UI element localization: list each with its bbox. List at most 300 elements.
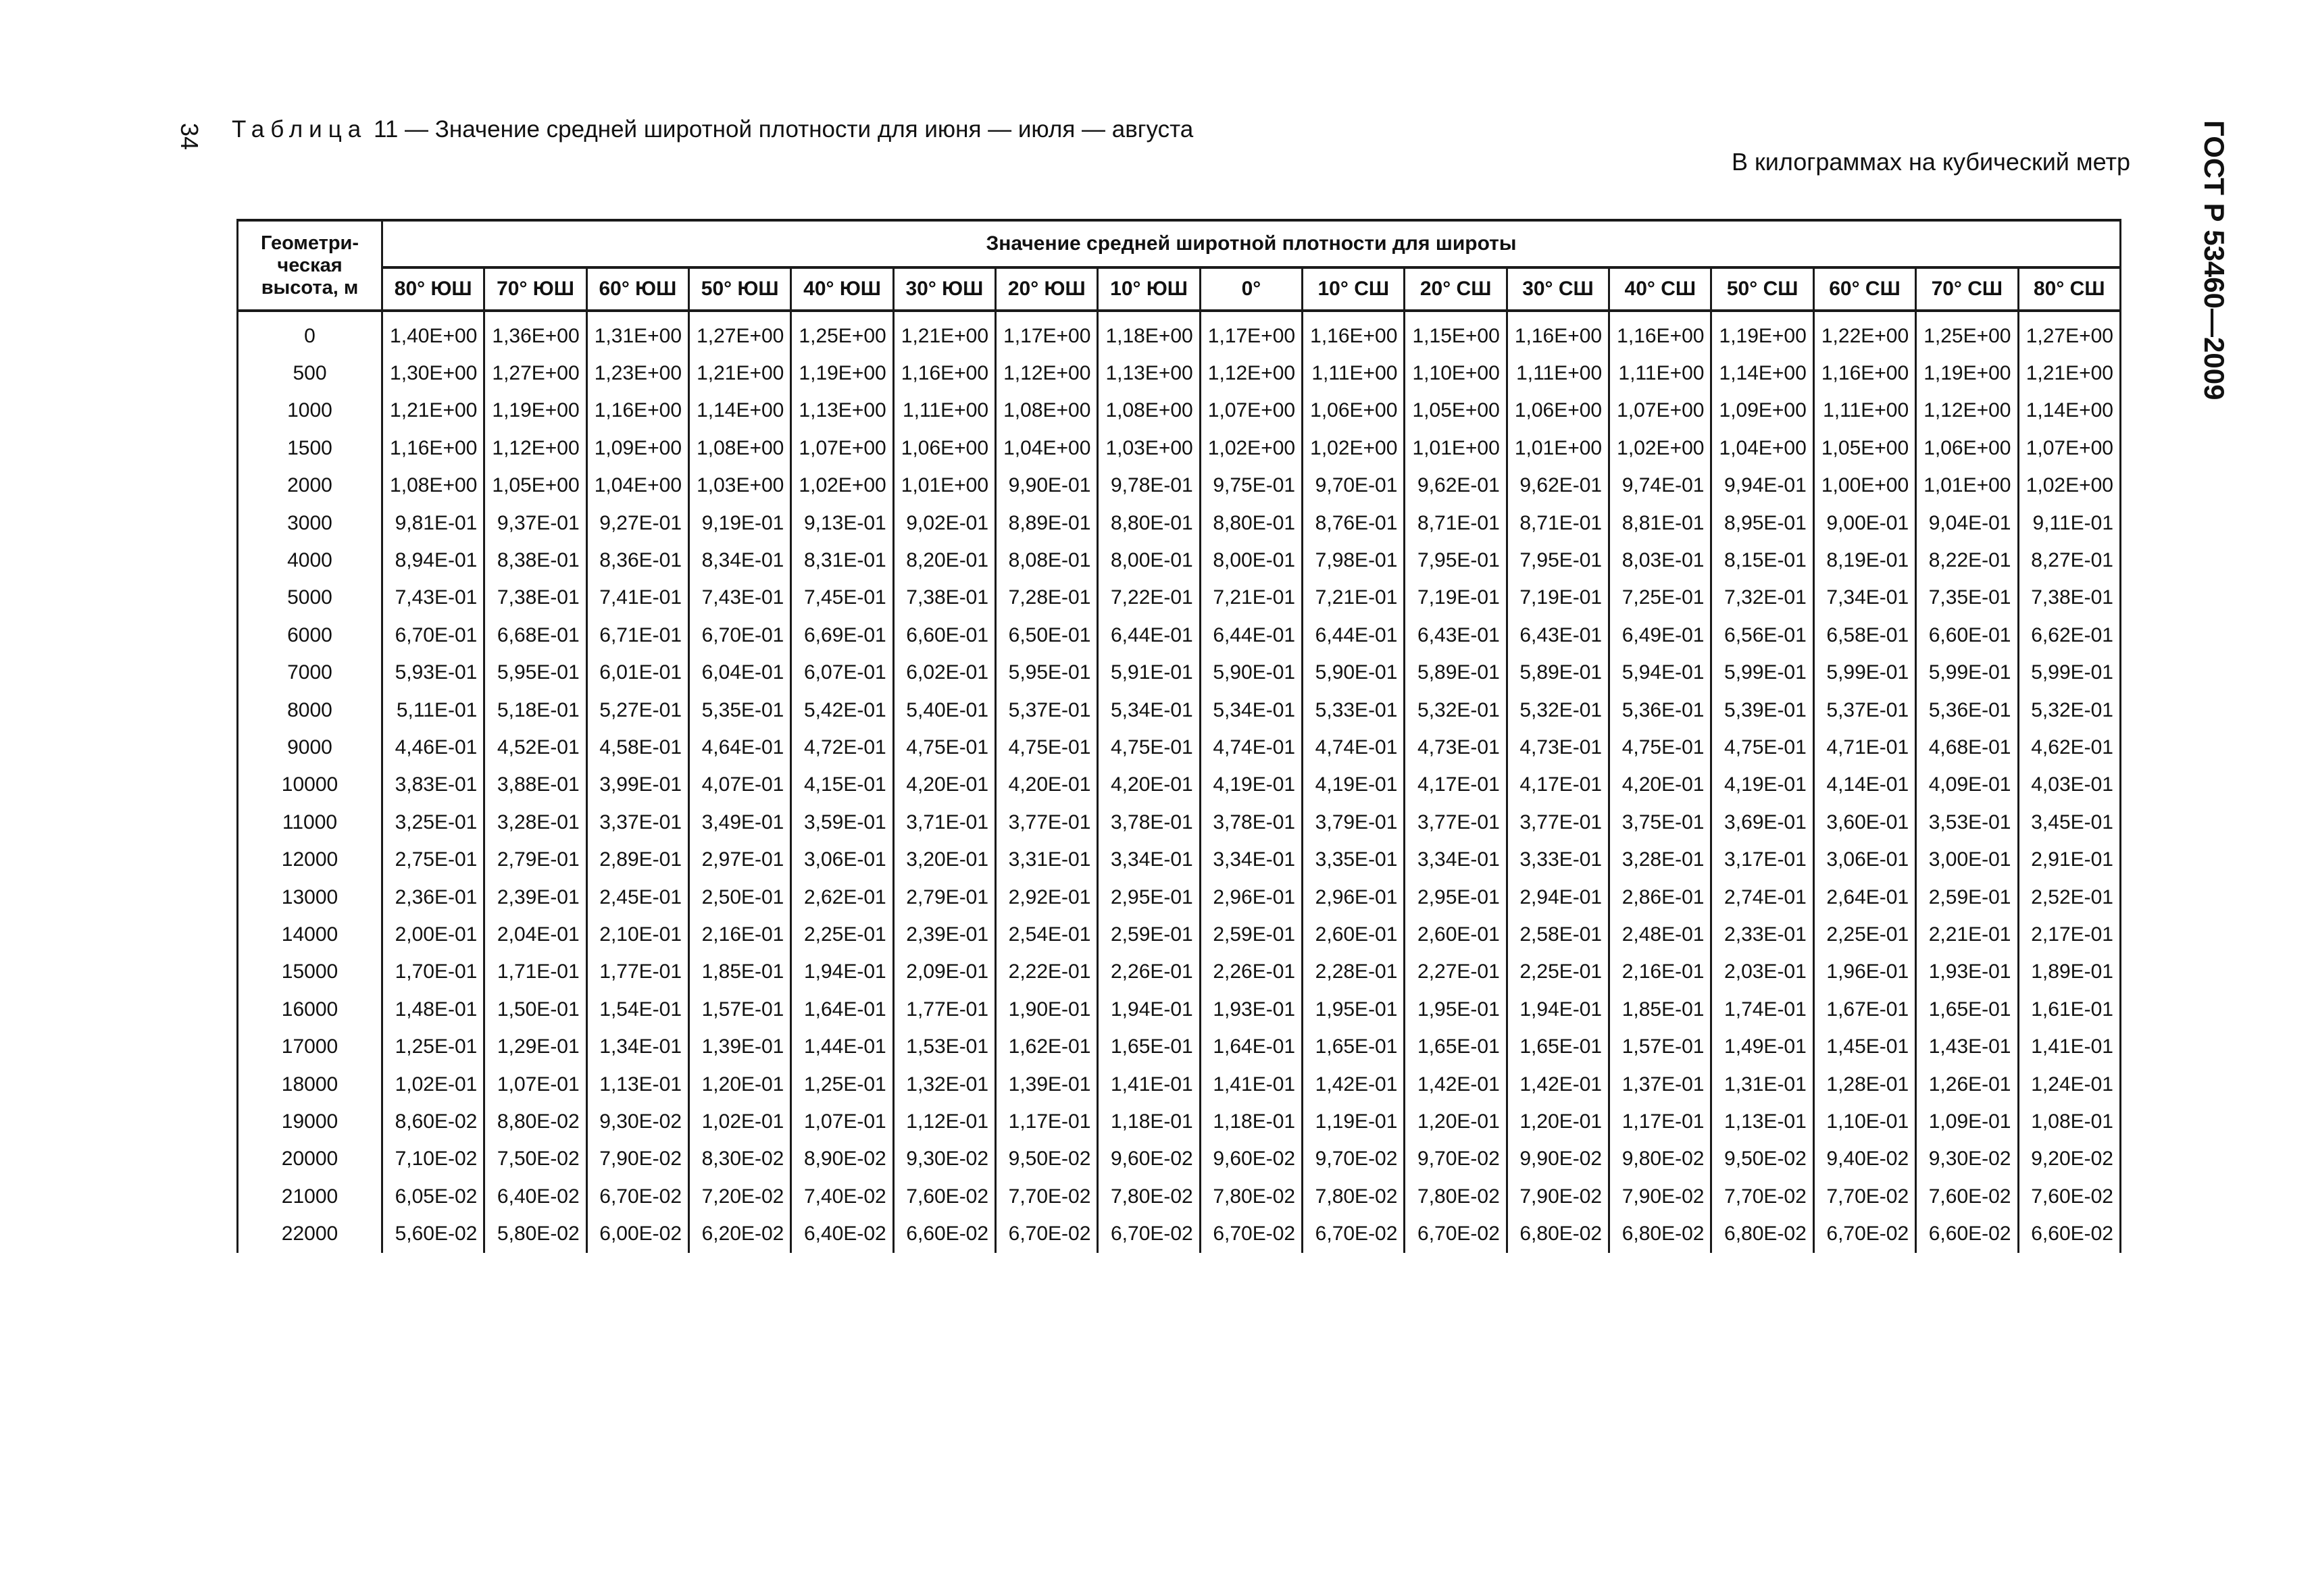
altitude-cell: 18000	[238, 1066, 382, 1103]
table-row	[238, 692, 2121, 729]
density-value-cell: 1,15E+00	[1405, 311, 1507, 355]
density-value-cell: 5,36E-01	[1609, 692, 1711, 729]
density-value-cell: 7,38E-01	[893, 580, 995, 617]
density-value-cell: 8,80E-01	[1098, 505, 1200, 542]
table-row	[238, 580, 2121, 617]
latitude-header-cell: 40° ЮШ	[791, 267, 893, 311]
density-value-cell: 1,02E-01	[382, 1066, 484, 1103]
density-value-cell: 2,96E-01	[1200, 879, 1302, 916]
density-value-cell: 3,69E-01	[1711, 804, 1813, 841]
density-value-cell: 5,34E-01	[1098, 692, 1200, 729]
density-value-cell: 4,73E-01	[1405, 729, 1507, 766]
density-value-cell: 1,17E-01	[1609, 1103, 1711, 1140]
density-value-cell: 6,01E-01	[586, 654, 688, 692]
density-value-cell: 9,04E-01	[1916, 505, 2018, 542]
density-value-cell: 6,69E-01	[791, 617, 893, 654]
density-value-cell: 4,71E-01	[1813, 729, 1915, 766]
density-value-cell: 4,46E-01	[382, 729, 484, 766]
density-value-cell: 1,49E-01	[1711, 1028, 1813, 1065]
altitude-cell: 0	[238, 311, 382, 355]
density-value-cell: 7,34E-01	[1813, 580, 1915, 617]
density-value-cell: 7,35E-01	[1916, 580, 2018, 617]
altitude-cell: 4000	[238, 542, 382, 579]
density-value-cell: 6,44E-01	[1303, 617, 1405, 654]
density-value-cell: 1,25E-01	[382, 1028, 484, 1065]
table-row	[238, 467, 2121, 505]
density-value-cell: 3,34E-01	[1098, 841, 1200, 878]
density-value-cell: 1,16E+00	[893, 355, 995, 392]
density-value-cell: 2,21E-01	[1916, 916, 2018, 953]
density-value-cell: 8,89E-01	[996, 505, 1098, 542]
density-value-cell: 5,33E-01	[1303, 692, 1405, 729]
density-value-cell: 6,60E-01	[893, 617, 995, 654]
density-value-cell: 8,95E-01	[1711, 505, 1813, 542]
density-value-cell: 6,70E-02	[1813, 1215, 1915, 1252]
density-value-cell: 7,19E-01	[1405, 580, 1507, 617]
density-value-cell: 3,06E-01	[791, 841, 893, 878]
density-value-cell: 1,14E+00	[689, 392, 791, 430]
density-value-cell: 9,13E-01	[791, 505, 893, 542]
density-value-cell: 6,71E-01	[586, 617, 688, 654]
altitude-cell: 1000	[238, 392, 382, 430]
density-value-cell: 7,70E-02	[1711, 1178, 1813, 1215]
latitude-header-cell: 20° ЮШ	[996, 267, 1098, 311]
table-row	[238, 1178, 2121, 1215]
density-value-cell: 7,60E-02	[893, 1178, 995, 1215]
density-value-cell: 8,31E-01	[791, 542, 893, 579]
density-value-cell: 2,04E-01	[484, 916, 586, 953]
density-value-cell: 2,48E-01	[1609, 916, 1711, 953]
altitude-cell: 13000	[238, 879, 382, 916]
density-value-cell: 9,30E-02	[586, 1103, 688, 1140]
density-value-cell: 5,93E-01	[382, 654, 484, 692]
density-value-cell: 1,39E-01	[996, 1066, 1098, 1103]
density-value-cell: 1,21E+00	[2018, 355, 2121, 392]
density-value-cell: 1,48E-01	[382, 991, 484, 1028]
density-value-cell: 6,40E-02	[791, 1215, 893, 1252]
density-value-cell: 1,57E-01	[689, 991, 791, 1028]
density-value-cell: 1,31E+00	[586, 311, 688, 355]
density-value-cell: 5,80E-02	[484, 1215, 586, 1252]
density-value-cell: 1,25E+00	[791, 311, 893, 355]
density-value-cell: 1,71E-01	[484, 954, 586, 991]
density-value-cell: 2,16E-01	[689, 916, 791, 953]
density-value-cell: 5,39E-01	[1711, 692, 1813, 729]
density-value-cell: 1,25E-01	[791, 1066, 893, 1103]
density-value-cell: 1,42E-01	[1507, 1066, 1609, 1103]
table-row	[238, 392, 2121, 430]
density-value-cell: 4,75E-01	[1711, 729, 1813, 766]
altitude-cell: 15000	[238, 954, 382, 991]
density-value-cell: 1,16E+00	[1303, 311, 1405, 355]
density-value-cell: 1,14E+00	[2018, 392, 2121, 430]
density-value-cell: 5,91E-01	[1098, 654, 1200, 692]
density-value-cell: 1,21E+00	[382, 392, 484, 430]
density-value-cell: 1,13E+00	[791, 392, 893, 430]
density-value-cell: 8,00E-01	[1200, 542, 1302, 579]
density-value-cell: 9,20E-02	[2018, 1141, 2121, 1178]
density-value-cell: 8,71E-01	[1507, 505, 1609, 542]
density-value-cell: 1,19E+00	[1916, 355, 2018, 392]
density-value-cell: 2,10E-01	[586, 916, 688, 953]
density-value-cell: 1,06E+00	[893, 430, 995, 467]
density-value-cell: 1,13E+00	[1098, 355, 1200, 392]
density-value-cell: 4,19E-01	[1303, 767, 1405, 804]
density-value-cell: 1,94E-01	[1098, 991, 1200, 1028]
table-row	[238, 430, 2121, 467]
latitude-header-cell: 40° СШ	[1609, 267, 1711, 311]
density-value-cell: 6,62E-01	[2018, 617, 2121, 654]
table-row	[238, 804, 2121, 841]
density-value-cell: 1,65E-01	[1098, 1028, 1200, 1065]
density-value-cell: 1,67E-01	[1813, 991, 1915, 1028]
density-value-cell: 1,13E-01	[586, 1066, 688, 1103]
density-value-cell: 1,94E-01	[791, 954, 893, 991]
density-value-cell: 6,60E-01	[1916, 617, 2018, 654]
density-value-cell: 1,01E+00	[1916, 467, 2018, 505]
density-value-cell: 8,71E-01	[1405, 505, 1507, 542]
density-value-cell: 3,83E-01	[382, 767, 484, 804]
density-value-cell: 4,17E-01	[1507, 767, 1609, 804]
density-value-cell: 5,11E-01	[382, 692, 484, 729]
density-value-cell: 4,09E-01	[1916, 767, 2018, 804]
density-value-cell: 9,60E-02	[1098, 1141, 1200, 1178]
density-value-cell: 8,36E-01	[586, 542, 688, 579]
density-value-cell: 1,93E-01	[1916, 954, 2018, 991]
table-caption	[232, 116, 1193, 143]
density-value-cell: 1,94E-01	[1507, 991, 1609, 1028]
density-value-cell: 2,59E-01	[1200, 916, 1302, 953]
density-value-cell: 3,28E-01	[1609, 841, 1711, 878]
density-value-cell: 7,32E-01	[1711, 580, 1813, 617]
density-value-cell: 2,54E-01	[996, 916, 1098, 953]
density-value-cell: 2,74E-01	[1711, 879, 1813, 916]
density-value-cell: 8,30E-02	[689, 1141, 791, 1178]
density-value-cell: 6,70E-01	[689, 617, 791, 654]
density-value-cell: 1,41E-01	[1200, 1066, 1302, 1103]
density-value-cell: 1,10E-01	[1813, 1103, 1915, 1140]
density-value-cell: 4,20E-01	[893, 767, 995, 804]
latitude-header-cell: 0°	[1200, 267, 1302, 311]
density-value-cell: 1,57E-01	[1609, 1028, 1711, 1065]
density-value-cell: 2,92E-01	[996, 879, 1098, 916]
density-value-cell: 9,50E-02	[996, 1141, 1098, 1178]
density-value-cell: 6,02E-01	[893, 654, 995, 692]
density-value-cell: 3,71E-01	[893, 804, 995, 841]
density-value-cell: 1,12E-01	[893, 1103, 995, 1140]
density-value-cell: 5,60E-02	[382, 1215, 484, 1252]
density-value-cell: 6,05E-02	[382, 1178, 484, 1215]
density-value-cell: 1,16E+00	[1609, 311, 1711, 355]
density-value-cell: 6,70E-02	[996, 1215, 1098, 1252]
altitude-cell: 8000	[238, 692, 382, 729]
density-value-cell: 1,14E+00	[1711, 355, 1813, 392]
density-value-cell: 9,70E-02	[1405, 1141, 1507, 1178]
density-value-cell: 7,90E-02	[586, 1141, 688, 1178]
table-header	[238, 220, 2121, 311]
table-row	[238, 311, 2121, 355]
density-value-cell: 7,43E-01	[689, 580, 791, 617]
density-value-cell: 6,49E-01	[1609, 617, 1711, 654]
header-row-latitudes	[238, 267, 2121, 311]
density-value-cell: 1,25E+00	[1916, 311, 2018, 355]
density-value-cell: 5,42E-01	[791, 692, 893, 729]
density-value-cell: 1,18E+00	[1098, 311, 1200, 355]
density-value-cell: 5,18E-01	[484, 692, 586, 729]
table-row	[238, 1066, 2121, 1103]
density-value-cell: 1,01E+00	[1405, 430, 1507, 467]
density-value-cell: 7,19E-01	[1507, 580, 1609, 617]
density-value-cell: 1,42E-01	[1405, 1066, 1507, 1103]
density-value-cell: 2,36E-01	[382, 879, 484, 916]
density-value-cell: 2,91E-01	[2018, 841, 2121, 878]
latitude-group-header: Значение средней широтной плотности для широты	[382, 220, 2121, 267]
density-value-cell: 1,34E-01	[586, 1028, 688, 1065]
density-value-cell: 2,95E-01	[1405, 879, 1507, 916]
altitude-cell: 5000	[238, 580, 382, 617]
latitude-header-cell: 70° СШ	[1916, 267, 2018, 311]
density-value-cell: 1,44E-01	[791, 1028, 893, 1065]
density-value-cell: 9,40E-02	[1813, 1141, 1915, 1178]
density-value-cell: 5,89E-01	[1507, 654, 1609, 692]
density-value-cell: 6,43E-01	[1507, 617, 1609, 654]
density-value-cell: 1,05E+00	[1405, 392, 1507, 430]
density-value-cell: 2,33E-01	[1711, 916, 1813, 953]
density-value-cell: 5,32E-01	[1507, 692, 1609, 729]
density-value-cell: 2,28E-01	[1303, 954, 1405, 991]
density-value-cell: 2,45E-01	[586, 879, 688, 916]
density-value-cell: 1,65E-01	[1303, 1028, 1405, 1065]
density-value-cell: 2,59E-01	[1098, 916, 1200, 953]
density-value-cell: 6,40E-02	[484, 1178, 586, 1215]
density-value-cell: 1,13E-01	[1711, 1103, 1813, 1140]
density-value-cell: 3,59E-01	[791, 804, 893, 841]
density-value-cell: 1,08E+00	[382, 467, 484, 505]
density-value-cell: 4,19E-01	[1200, 767, 1302, 804]
table-row	[238, 767, 2121, 804]
density-value-cell: 2,39E-01	[893, 916, 995, 953]
density-value-cell: 7,45E-01	[791, 580, 893, 617]
density-value-cell: 6,07E-01	[791, 654, 893, 692]
density-value-cell: 8,38E-01	[484, 542, 586, 579]
density-value-cell: 7,21E-01	[1200, 580, 1302, 617]
density-value-cell: 1,93E-01	[1200, 991, 1302, 1028]
density-value-cell: 1,03E+00	[1098, 430, 1200, 467]
density-value-cell: 5,36E-01	[1916, 692, 2018, 729]
density-value-cell: 9,75E-01	[1200, 467, 1302, 505]
density-value-cell: 1,20E-01	[1507, 1103, 1609, 1140]
density-value-cell: 3,79E-01	[1303, 804, 1405, 841]
density-value-cell: 3,35E-01	[1303, 841, 1405, 878]
density-value-cell: 2,09E-01	[893, 954, 995, 991]
density-value-cell: 1,30E+00	[382, 355, 484, 392]
density-value-cell: 1,08E-01	[2018, 1103, 2121, 1140]
density-value-cell: 4,75E-01	[996, 729, 1098, 766]
density-value-cell: 7,90E-02	[1609, 1178, 1711, 1215]
density-value-cell: 1,41E-01	[2018, 1028, 2121, 1065]
density-value-cell: 7,80E-02	[1303, 1178, 1405, 1215]
density-value-cell: 4,74E-01	[1303, 729, 1405, 766]
density-value-cell: 5,32E-01	[2018, 692, 2121, 729]
density-value-cell: 7,21E-01	[1303, 580, 1405, 617]
density-value-cell: 1,36E+00	[484, 311, 586, 355]
table-row	[238, 654, 2121, 692]
density-value-cell: 1,06E+00	[1507, 392, 1609, 430]
density-value-cell: 2,58E-01	[1507, 916, 1609, 953]
density-value-cell: 1,07E+00	[791, 430, 893, 467]
density-value-cell: 3,99E-01	[586, 767, 688, 804]
density-value-cell: 7,38E-01	[484, 580, 586, 617]
density-value-cell: 7,98E-01	[1303, 542, 1405, 579]
density-value-cell: 7,10E-02	[382, 1141, 484, 1178]
density-value-cell: 5,37E-01	[996, 692, 1098, 729]
density-value-cell: 5,32E-01	[1405, 692, 1507, 729]
altitude-cell: 21000	[238, 1178, 382, 1215]
density-value-cell: 5,99E-01	[1813, 654, 1915, 692]
density-value-cell: 1,32E-01	[893, 1066, 995, 1103]
density-value-cell: 2,62E-01	[791, 879, 893, 916]
density-value-cell: 4,72E-01	[791, 729, 893, 766]
altitude-cell: 22000	[238, 1215, 382, 1252]
density-value-cell: 3,60E-01	[1813, 804, 1915, 841]
density-value-cell: 1,29E-01	[484, 1028, 586, 1065]
density-value-cell: 8,00E-01	[1098, 542, 1200, 579]
density-value-cell: 1,21E+00	[689, 355, 791, 392]
density-value-cell: 5,37E-01	[1813, 692, 1915, 729]
density-value-cell: 1,65E-01	[1507, 1028, 1609, 1065]
density-value-cell: 4,20E-01	[996, 767, 1098, 804]
density-value-cell: 5,27E-01	[586, 692, 688, 729]
density-value-cell: 2,25E-01	[1813, 916, 1915, 953]
density-value-cell: 6,70E-01	[382, 617, 484, 654]
density-value-cell: 2,25E-01	[1507, 954, 1609, 991]
density-value-cell: 9,78E-01	[1098, 467, 1200, 505]
density-value-cell: 1,74E-01	[1711, 991, 1813, 1028]
density-value-cell: 1,64E-01	[791, 991, 893, 1028]
density-value-cell: 6,00E-02	[586, 1215, 688, 1252]
density-value-cell: 3,45E-01	[2018, 804, 2121, 841]
density-value-cell: 1,16E+00	[1813, 355, 1915, 392]
density-value-cell: 1,00E+00	[1813, 467, 1915, 505]
density-value-cell: 7,41E-01	[586, 580, 688, 617]
density-value-cell: 2,26E-01	[1200, 954, 1302, 991]
density-value-cell: 1,12E+00	[484, 430, 586, 467]
density-value-cell: 9,90E-01	[996, 467, 1098, 505]
density-value-cell: 1,02E+00	[2018, 467, 2121, 505]
table-row	[238, 879, 2121, 916]
density-value-cell: 1,85E-01	[689, 954, 791, 991]
density-value-cell: 5,90E-01	[1200, 654, 1302, 692]
density-value-cell: 1,95E-01	[1303, 991, 1405, 1028]
altitude-cell: 11000	[238, 804, 382, 841]
density-value-cell: 5,35E-01	[689, 692, 791, 729]
density-value-cell: 6,60E-02	[893, 1215, 995, 1252]
density-value-cell: 4,52E-01	[484, 729, 586, 766]
density-value-cell: 9,30E-02	[1916, 1141, 2018, 1178]
latitude-header-cell: 50° ЮШ	[689, 267, 791, 311]
density-value-cell: 1,65E-01	[1405, 1028, 1507, 1065]
latitude-header-cell: 10° ЮШ	[1098, 267, 1200, 311]
density-value-cell: 6,60E-02	[1916, 1215, 2018, 1252]
latitude-header-cell: 30° СШ	[1507, 267, 1609, 311]
density-value-cell: 2,95E-01	[1098, 879, 1200, 916]
density-value-cell: 1,09E+00	[586, 430, 688, 467]
density-value-cell: 2,22E-01	[996, 954, 1098, 991]
density-value-cell: 2,27E-01	[1405, 954, 1507, 991]
density-value-cell: 1,09E-01	[1916, 1103, 2018, 1140]
density-value-cell: 6,04E-01	[689, 654, 791, 692]
density-value-cell: 6,70E-02	[1303, 1215, 1405, 1252]
density-value-cell: 1,07E+00	[1200, 392, 1302, 430]
density-value-cell: 8,19E-01	[1813, 542, 1915, 579]
density-value-cell: 3,20E-01	[893, 841, 995, 878]
density-value-cell: 1,08E+00	[996, 392, 1098, 430]
density-value-cell: 1,41E-01	[1098, 1066, 1200, 1103]
density-value-cell: 1,07E-01	[484, 1066, 586, 1103]
density-value-cell: 8,60E-02	[382, 1103, 484, 1140]
density-value-cell: 1,02E+00	[1303, 430, 1405, 467]
table-row	[238, 1103, 2121, 1140]
density-value-cell: 3,31E-01	[996, 841, 1098, 878]
density-value-cell: 1,01E+00	[1507, 430, 1609, 467]
density-value-cell: 2,79E-01	[893, 879, 995, 916]
density-value-cell: 2,94E-01	[1507, 879, 1609, 916]
density-value-cell: 5,90E-01	[1303, 654, 1405, 692]
latitude-header-cell: 10° СШ	[1303, 267, 1405, 311]
density-value-cell: 1,20E-01	[1405, 1103, 1507, 1140]
density-value-cell: 2,03E-01	[1711, 954, 1813, 991]
density-value-cell: 9,50E-02	[1711, 1141, 1813, 1178]
density-value-cell: 7,70E-02	[1813, 1178, 1915, 1215]
density-value-cell: 1,53E-01	[893, 1028, 995, 1065]
density-value-cell: 1,90E-01	[996, 991, 1098, 1028]
density-value-cell: 6,50E-01	[996, 617, 1098, 654]
density-value-cell: 2,00E-01	[382, 916, 484, 953]
density-value-cell: 1,04E+00	[996, 430, 1098, 467]
density-value-cell: 2,97E-01	[689, 841, 791, 878]
table-caption-word: Таблица	[232, 116, 368, 143]
density-value-cell: 7,95E-01	[1507, 542, 1609, 579]
density-value-cell: 9,81E-01	[382, 505, 484, 542]
density-value-cell: 1,01E+00	[893, 467, 995, 505]
latitude-header-cell: 30° ЮШ	[893, 267, 995, 311]
density-value-cell: 1,19E-01	[1303, 1103, 1405, 1140]
density-value-cell: 4,20E-01	[1098, 767, 1200, 804]
density-value-cell: 2,26E-01	[1098, 954, 1200, 991]
density-value-cell: 1,02E-01	[689, 1103, 791, 1140]
density-value-cell: 1,28E-01	[1813, 1066, 1915, 1103]
density-value-cell: 1,89E-01	[2018, 954, 2121, 991]
table-row	[238, 505, 2121, 542]
density-value-cell: 9,27E-01	[586, 505, 688, 542]
altitude-cell: 10000	[238, 767, 382, 804]
density-value-cell: 5,95E-01	[996, 654, 1098, 692]
density-value-cell: 8,27E-01	[2018, 542, 2121, 579]
units-note: В килограммах на кубический метр	[1731, 148, 2130, 176]
density-value-cell: 7,50E-02	[484, 1141, 586, 1178]
density-value-cell: 4,75E-01	[1098, 729, 1200, 766]
density-value-cell: 1,61E-01	[2018, 991, 2121, 1028]
density-value-cell: 1,12E+00	[1916, 392, 2018, 430]
density-value-cell: 1,27E+00	[484, 355, 586, 392]
density-value-cell: 1,11E+00	[1609, 355, 1711, 392]
density-value-cell: 1,02E+00	[791, 467, 893, 505]
density-value-cell: 1,37E-01	[1609, 1066, 1711, 1103]
density-value-cell: 1,96E-01	[1813, 954, 1915, 991]
density-value-cell: 1,64E-01	[1200, 1028, 1302, 1065]
density-table	[236, 219, 2121, 1253]
density-value-cell: 1,05E+00	[484, 467, 586, 505]
